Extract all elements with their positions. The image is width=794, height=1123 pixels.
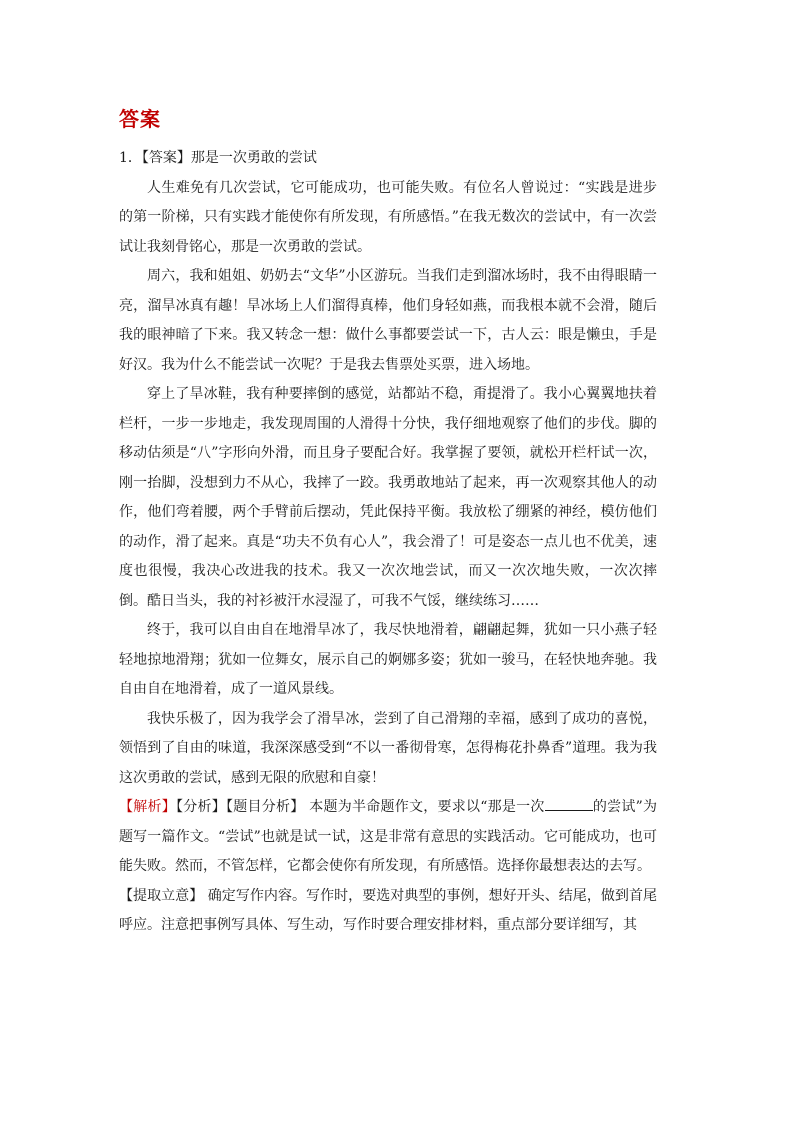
question-number: 1． (119, 150, 142, 166)
analysis-paragraph (119, 793, 657, 882)
essay-paragraph-3: 穿上了旱冰鞋，我有种要摔倒的感觉，站都站不稳，甭提滑了。我小心翼翼地扶着栏杆，一步一步地走，我发现周围的人滑得十分快，我仔细地观察了他们的步伐。脚的移动估须是“八”字形向外滑，而且身子要配合好。我掌握了要领，就松开栏杆试一次，刚一抬脚，没想到力不从心，我摔了一跤。我勇敢地站了起来，再一次观察其他人的动作，他们弯着腰，两个手臂前后摆动，凭此保持平衡。我放松了绷紧的神经，模仿他们的动作，滑了起来。真是“功夫不负有心人”，我会滑了！可是姿态一点儿也不优美，速度也很慢，我决心改进我的技术。我又一次次地尝试，而又一次次地失败，一次次摔倒。酷日当头，我的衬衫被汗水浸湿了，可我不气馁，继续练习…… (119, 386, 657, 609)
essay-paragraph-2: 周六，我和姐姐、奶奶去“文华”小区游玩。当我们走到溜冰场时，我不由得眼睛一亮，溜旱冰真有趣！旱冰场上人们溜得真棒，他们身轻如燕，而我根本就不会滑，随后我的眼神暗了下来。我又转念一想：做什么事都要尝试一下，古人云：眼是懒虫，手是好汉。我为什么不能尝试一次呢？于是我去售票处买票，进入场地。 (119, 268, 657, 373)
question-1-line (119, 144, 657, 174)
analysis-text-end: 的尝试”为题写一篇作文。“尝试”也就是试一试，这是非常有意思的实践活动。它可能成功，也可能失败。然而，不管怎样，它都会使你有所发现，有所感悟。选择你最想表达的去写。 (119, 799, 657, 874)
analysis-text-start: 本题为半命题作文，要求以“那是一次 (304, 799, 545, 815)
analysis-tag: 【解析】 (119, 799, 176, 815)
answer-content (119, 144, 657, 941)
essay-paragraph-5: 我快乐极了，因为我学会了滑旱冰，尝到了自己滑翔的幸福，感到了成功的喜悦，领悟到了自由的味道，我深深感受到“不以一番彻骨寒，怎得梅花扑鼻香”道理。我为我这次勇敢的尝试，感到无限的欣慰和自豪！ (119, 710, 657, 786)
topic-analysis-tag: 【分析】【题目分析】 (176, 799, 305, 815)
idea-tag: 【提取立意】 (119, 887, 204, 904)
essay-title: 那是一次勇敢的尝试 (190, 150, 317, 166)
answer-tag: 【答案】 (141, 150, 191, 166)
fill-in-blank (545, 796, 593, 811)
essay-paragraph-4: 终于，我可以自由自在地滑旱冰了，我尽快地滑着，翩翩起舞，犹如一只小燕子轻轻地掠地滑翔；犹如一位舞女，展示自己的婀娜多姿；犹如一骏马，在轻快地奔驰。我自由自在地滑着，成了一道风景线。 (119, 622, 657, 697)
idea-paragraph (119, 882, 657, 941)
idea-text: 确定写作内容。写作时，要选对典型的事例，想好开头、结尾，做到首尾呼应。注意把事例写具体、写生动，写作时要合理安排材料，重点部分要详细写，其 (119, 887, 658, 933)
answer-heading: 答案 (119, 107, 161, 131)
essay-paragraph-1: 人生难免有几次尝试，它可能成功，也可能失败。有位名人曾说过：“实践是进步的第一阶梯，只有实践才能使你有所发现，有所感悟。”在我无数次的尝试中，有一次尝试让我刻骨铭心，那是一次勇敢的尝试。 (119, 179, 657, 255)
